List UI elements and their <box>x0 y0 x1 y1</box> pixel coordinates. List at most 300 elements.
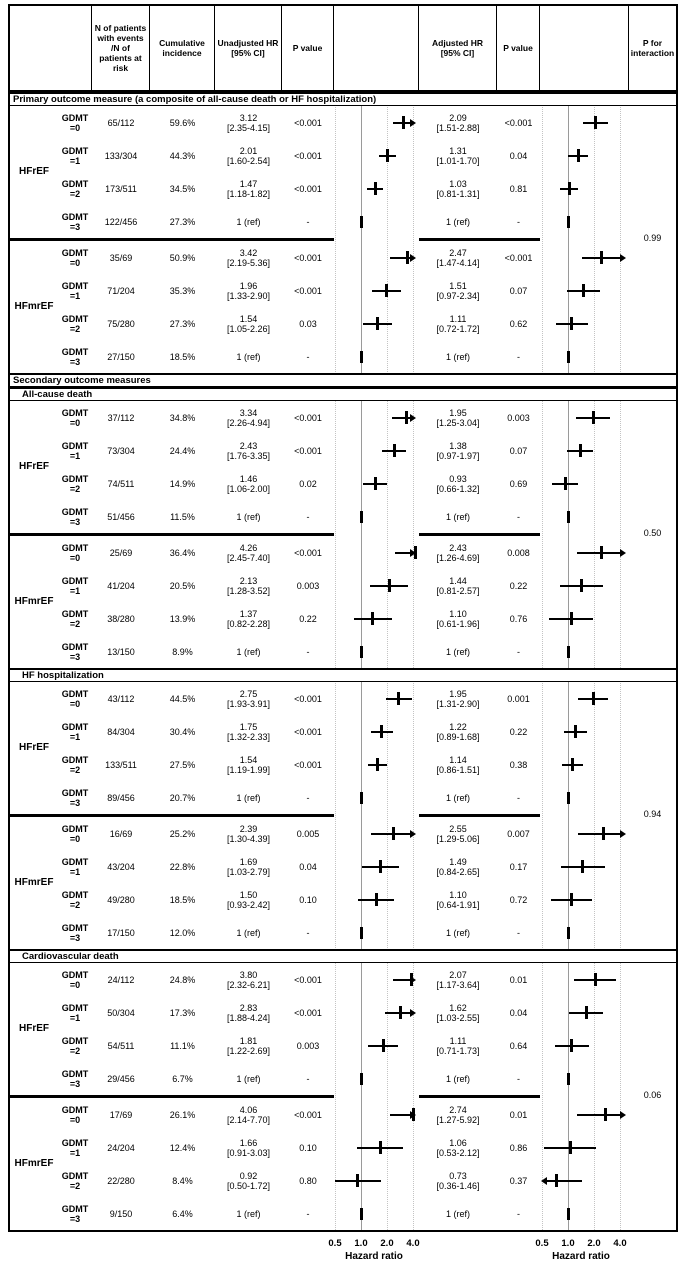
hr-value: 2.74 <box>449 1104 467 1115</box>
section-band <box>10 373 676 387</box>
n-events-cell: 51/456 <box>107 511 135 522</box>
adjusted-forest-cell <box>540 1098 629 1131</box>
unadjusted-hr-cell <box>215 1131 282 1164</box>
adjusted-hr-cell <box>419 1062 497 1095</box>
n-events-cell: 65/112 <box>107 117 135 128</box>
unadjusted-p-cell: 0.80 <box>299 1175 317 1186</box>
hr-point-marker <box>379 1141 382 1154</box>
unadjusted-p-cell: <0.001 <box>294 117 322 128</box>
n-events-cell: 173/511 <box>105 183 137 194</box>
n-events-cell: 50/304 <box>107 1007 135 1018</box>
hr-ci: [0.81-2.57] <box>436 585 480 596</box>
gdmt-score-label <box>58 996 92 1029</box>
gdmt-score-label <box>58 467 92 500</box>
hr-point-marker <box>371 612 374 625</box>
adjusted-p-cell: <0.001 <box>504 252 533 263</box>
adjusted-p-cell: 0.007 <box>507 828 530 839</box>
hr-ci: [2.26-4.94] <box>226 417 271 428</box>
ci-arrow-right <box>410 254 416 262</box>
unadjusted-forest-cell <box>334 963 419 996</box>
adjusted-forest-cell <box>540 1197 629 1230</box>
gdmt-value: =1 <box>69 585 81 596</box>
section-band <box>10 949 676 963</box>
hr-ci: [0.81-1.31] <box>436 188 480 199</box>
hr-ci: [0.84-2.65] <box>436 866 480 877</box>
cumulative-incidence-cell: 27.5% <box>169 759 196 770</box>
hr-point-marker <box>600 251 603 264</box>
gdmt-score-label <box>58 205 92 238</box>
adjusted-hr-cell <box>419 1197 497 1230</box>
section-band <box>10 668 676 682</box>
gdmt-score-label <box>58 536 92 569</box>
unadjusted-hr-cell <box>215 434 282 467</box>
hr-point-marker <box>592 692 595 705</box>
hr-ci: [0.71-1.73] <box>436 1045 480 1056</box>
adjusted-hr-cell <box>419 635 497 668</box>
adjusted-p-cell: 0.76 <box>509 613 528 624</box>
reference-marker <box>567 792 570 804</box>
gdmt-value: =0 <box>69 122 81 133</box>
cumulative-incidence-cell: 27.3% <box>169 318 196 329</box>
adjusted-p-cell: - <box>517 646 520 657</box>
adjusted-p-cell: 0.17 <box>509 861 528 872</box>
reference-marker <box>360 216 363 228</box>
reference-marker <box>567 1073 570 1085</box>
hr-ci: [0.93-2.42] <box>226 899 271 910</box>
adjusted-forest-cell <box>540 1164 629 1197</box>
gdmt-score-label <box>58 850 92 883</box>
hr-ci: [0.66-1.32] <box>436 483 480 494</box>
gdmt-word: GDMT <box>61 1104 89 1115</box>
n-events-cell: 24/204 <box>107 1142 135 1153</box>
ci-line <box>385 1012 410 1014</box>
unadjusted-p-cell: <0.001 <box>294 693 322 704</box>
hr-value: 1.75 <box>239 721 258 732</box>
hr-ci: [2.32-6.21] <box>226 979 271 990</box>
cumulative-incidence-cell: 59.6% <box>169 117 196 128</box>
gdmt-score-label <box>58 817 92 850</box>
adjusted-forest-cell <box>540 883 629 916</box>
unadjusted-p-cell: <0.001 <box>294 412 322 423</box>
adjusted-forest-cell <box>540 569 629 602</box>
adjusted-forest-cell <box>540 916 629 949</box>
adjusted-hr-cell <box>419 569 497 602</box>
adjusted-p-cell: 0.62 <box>509 318 528 329</box>
gdmt-value: =0 <box>69 552 81 563</box>
n-events-cell: 49/280 <box>107 894 135 905</box>
adjusted-hr-cell <box>419 307 497 340</box>
n-events-cell: 27/150 <box>107 351 135 362</box>
gdmt-word: GDMT <box>61 688 89 699</box>
n-events-cell: 17/150 <box>107 927 135 938</box>
unadjusted-hr-cell <box>215 307 282 340</box>
reference-marker <box>567 927 570 939</box>
hr-point-marker <box>604 1108 607 1121</box>
hr-ci: [1.30-4.39] <box>226 833 271 844</box>
hr-value: 1.03 <box>449 178 467 189</box>
gdmt-score-label <box>58 1098 92 1131</box>
hr-value: 3.34 <box>239 407 258 418</box>
hr-ci: [1.93-3.91] <box>226 698 271 709</box>
cumulative-incidence-cell: 50.9% <box>169 252 196 263</box>
adjusted-p-cell: 0.22 <box>509 580 528 591</box>
hr-ci: [0.97-1.97] <box>436 450 480 461</box>
unadjusted-hr-cell <box>215 996 282 1029</box>
gdmt-value: =0 <box>69 979 81 990</box>
hr-value: 2.09 <box>449 112 467 123</box>
gdmt-word: GDMT <box>61 473 89 484</box>
adjusted-forest-cell <box>540 340 629 373</box>
hr-value: 2.47 <box>449 247 467 258</box>
gdmt-value: =2 <box>69 1180 81 1191</box>
hr-point-marker <box>568 182 571 195</box>
hr-ci: [1.32-2.33] <box>226 731 271 742</box>
unadjusted-p-cell: - <box>306 1208 310 1219</box>
unadjusted-p-cell: <0.001 <box>294 252 322 263</box>
axis-title-adjusted: Hazard ratio <box>552 1251 610 1262</box>
gdmt-word: GDMT <box>61 440 89 451</box>
unadjusted-forest-cell <box>334 172 419 205</box>
unadjusted-hr-cell <box>215 602 282 635</box>
unadjusted-forest-cell <box>334 1029 419 1062</box>
adjusted-hr-cell <box>419 715 497 748</box>
section-band-label: Primary outcome measure (a composite of all-cause death or HF hospitalization) <box>13 94 377 105</box>
gdmt-score-label <box>58 1029 92 1062</box>
unadjusted-p-cell: - <box>306 646 310 657</box>
n-events-cell: 29/456 <box>107 1073 135 1084</box>
n-events-cell: 89/456 <box>107 792 135 803</box>
hr-value: 1.22 <box>449 721 467 732</box>
unadjusted-hr-cell <box>215 1098 282 1131</box>
unadjusted-p-cell: 0.03 <box>299 318 317 329</box>
forest-plot-table <box>8 4 678 1232</box>
adjusted-p-cell: 0.04 <box>509 150 528 161</box>
unadjusted-hr-cell <box>215 340 282 373</box>
hr-value: 4.26 <box>239 542 258 553</box>
hr-point-marker <box>386 149 389 162</box>
ci-arrow-left <box>541 1177 547 1185</box>
cumulative-incidence-cell: 30.4% <box>169 726 196 737</box>
hr-value: 4.06 <box>239 1104 258 1115</box>
adjusted-hr-cell <box>419 781 497 814</box>
header-cumulative-incidence: Cumulative incidence <box>150 6 215 90</box>
gdmt-value: =2 <box>69 323 81 334</box>
axis-tick: 4.0 <box>406 1238 420 1249</box>
adjusted-forest-cell <box>540 106 629 139</box>
adjusted-hr-cell <box>419 817 497 850</box>
gdmt-value: =3 <box>69 356 81 367</box>
hr-point-marker <box>602 827 605 840</box>
hr-value: 1 (ref) <box>236 1208 261 1219</box>
unadjusted-forest-cell <box>334 241 419 274</box>
gdmt-value: =1 <box>69 866 81 877</box>
hr-value: 1.11 <box>449 313 467 324</box>
hr-value: 1.44 <box>449 575 467 586</box>
unadjusted-forest-cell <box>334 569 419 602</box>
n-events-cell: 17/69 <box>109 1109 133 1120</box>
ef-group-label: HFrEF <box>19 1023 49 1034</box>
cumulative-incidence-cell: 20.5% <box>169 580 196 591</box>
gdmt-score-label <box>58 883 92 916</box>
adjusted-hr-cell <box>419 850 497 883</box>
hr-value: 0.93 <box>449 473 467 484</box>
adjusted-forest-cell <box>540 996 629 1029</box>
gdmt-value: =0 <box>69 417 81 428</box>
gdmt-value: =1 <box>69 155 81 166</box>
axis-tick: 1.0 <box>354 1238 368 1249</box>
reference-marker <box>567 511 570 523</box>
gdmt-score-label <box>58 434 92 467</box>
hr-ci: [0.53-2.12] <box>436 1147 480 1158</box>
ef-group-block <box>10 817 676 949</box>
adjusted-forest-cell <box>540 434 629 467</box>
unadjusted-forest-cell <box>334 817 419 850</box>
hr-point-marker <box>402 116 405 129</box>
ci-line <box>371 833 410 835</box>
hr-value: 2.01 <box>239 145 258 156</box>
cumulative-incidence-cell: 8.9% <box>172 646 193 657</box>
gdmt-word: GDMT <box>61 313 89 324</box>
adjusted-hr-cell <box>419 536 497 569</box>
gdmt-word: GDMT <box>61 247 89 258</box>
hr-value: 1 (ref) <box>236 511 261 522</box>
hr-value: 1 (ref) <box>236 646 261 657</box>
gdmt-score-label <box>58 748 92 781</box>
reference-marker <box>360 1208 363 1220</box>
n-events-cell: 74/511 <box>107 478 135 489</box>
adjusted-hr-cell <box>419 274 497 307</box>
hr-ci: [2.19-5.36] <box>226 257 271 268</box>
hr-value: 0.92 <box>239 1170 258 1181</box>
hr-ci: [1.51-2.88] <box>436 122 480 133</box>
axis-tick: 2.0 <box>587 1238 601 1249</box>
unadjusted-p-cell: <0.001 <box>294 547 322 558</box>
hr-value: 1.69 <box>239 856 258 867</box>
hr-point-marker <box>374 182 377 195</box>
unadjusted-forest-cell <box>334 850 419 883</box>
unadjusted-forest-cell <box>334 602 419 635</box>
adjusted-p-cell: 0.37 <box>509 1175 528 1186</box>
adjusted-hr-cell <box>419 172 497 205</box>
gdmt-word: GDMT <box>61 608 89 619</box>
reference-marker <box>360 511 363 523</box>
hr-ci: [0.97-2.34] <box>436 290 480 301</box>
hr-value: 1 (ref) <box>236 216 261 227</box>
reference-marker <box>360 646 363 658</box>
hr-ci: [1.06-2.00] <box>226 483 271 494</box>
hr-point-marker <box>579 444 582 457</box>
gdmt-value: =3 <box>69 1078 81 1089</box>
cumulative-incidence-cell: 27.3% <box>169 216 196 227</box>
unadjusted-hr-cell <box>215 1197 282 1230</box>
hr-value: 1.95 <box>449 407 467 418</box>
hazard-ratio-axes <box>0 1238 685 1282</box>
n-events-cell: 122/456 <box>104 216 138 227</box>
gdmt-score-label <box>58 307 92 340</box>
gdmt-word: GDMT <box>61 641 89 652</box>
adjusted-hr-cell <box>419 1164 497 1197</box>
n-events-cell: 22/280 <box>107 1175 135 1186</box>
unadjusted-p-cell: 0.02 <box>299 478 317 489</box>
gdmt-word: GDMT <box>61 1068 89 1079</box>
adjusted-p-cell: - <box>517 351 520 362</box>
n-events-cell: 41/204 <box>107 580 135 591</box>
hr-value: 1.47 <box>239 178 258 189</box>
unadjusted-forest-cell <box>334 1131 419 1164</box>
gdmt-word: GDMT <box>61 787 89 798</box>
hr-value: 1.50 <box>239 889 258 900</box>
unadjusted-p-cell: <0.001 <box>294 1109 322 1120</box>
hr-ci: [0.72-1.72] <box>436 323 480 334</box>
hr-ci: [1.18-1.82] <box>226 188 271 199</box>
cumulative-incidence-cell: 6.7% <box>172 1073 193 1084</box>
hr-value: 3.80 <box>239 969 258 980</box>
adjusted-hr-cell <box>419 500 497 533</box>
gdmt-score-label <box>58 963 92 996</box>
gdmt-value: =1 <box>69 731 81 742</box>
adjusted-forest-cell <box>540 602 629 635</box>
axis-title-unadjusted: Hazard ratio <box>345 1251 403 1262</box>
adjusted-hr-cell <box>419 682 497 715</box>
gdmt-word: GDMT <box>61 1137 89 1148</box>
unadjusted-p-cell: 0.04 <box>299 861 317 872</box>
hr-point-marker <box>356 1174 359 1187</box>
gdmt-word: GDMT <box>61 922 89 933</box>
adjusted-p-cell: 0.01 <box>509 1109 528 1120</box>
hr-ci: [1.19-1.99] <box>226 764 271 775</box>
ef-group-block <box>10 536 676 668</box>
hr-value: 1.54 <box>239 313 258 324</box>
cumulative-incidence-cell: 12.4% <box>169 1142 196 1153</box>
adjusted-p-cell: 0.003 <box>507 412 530 423</box>
section-band-label: Cardiovascular death <box>22 951 119 962</box>
header-unadjusted-plot <box>334 6 419 90</box>
gdmt-value: =2 <box>69 483 81 494</box>
section-band-label: HF hospitalization <box>22 670 104 681</box>
adjusted-p-cell: 0.001 <box>507 693 530 704</box>
hr-ci: [1.88-4.24] <box>226 1012 271 1023</box>
cumulative-incidence-cell: 22.8% <box>169 861 196 872</box>
unadjusted-hr-cell <box>215 1029 282 1062</box>
adjusted-forest-cell <box>540 172 629 205</box>
cumulative-incidence-cell: 34.8% <box>169 412 196 423</box>
hr-value: 1.06 <box>449 1137 467 1148</box>
ci-line <box>578 833 620 835</box>
header-unadjusted-p: P value <box>282 6 334 90</box>
unadjusted-hr-cell <box>215 1062 282 1095</box>
header-adjusted-hr: Adjusted HR [95% CI] <box>419 6 497 90</box>
ci-line <box>577 1114 620 1116</box>
ef-group-label: HFrEF <box>19 742 49 753</box>
hr-value: 2.83 <box>239 1002 258 1013</box>
ci-arrow-right <box>620 830 626 838</box>
unadjusted-hr-cell <box>215 172 282 205</box>
axis-tick: 1.0 <box>561 1238 575 1249</box>
axis-tick: 0.5 <box>535 1238 549 1249</box>
adjusted-forest-cell <box>540 536 629 569</box>
axis-tick: 2.0 <box>380 1238 394 1249</box>
hr-point-marker <box>571 758 574 771</box>
adjusted-p-cell: 0.81 <box>509 183 528 194</box>
gdmt-score-label <box>58 682 92 715</box>
unadjusted-p-cell: - <box>306 1073 310 1084</box>
cumulative-incidence-cell: 13.9% <box>169 613 196 624</box>
hr-value: 1 (ref) <box>445 351 470 362</box>
ef-group-block <box>10 241 676 373</box>
gdmt-word: GDMT <box>61 1170 89 1181</box>
adjusted-hr-cell <box>419 916 497 949</box>
unadjusted-forest-cell <box>334 883 419 916</box>
gdmt-value: =3 <box>69 516 81 527</box>
unadjusted-forest-cell <box>334 1164 419 1197</box>
hr-point-marker <box>570 317 573 330</box>
unadjusted-forest-cell <box>334 205 419 238</box>
unadjusted-p-cell: - <box>306 792 310 803</box>
adjusted-p-cell: 0.86 <box>509 1142 528 1153</box>
hr-ci: [1.26-4.69] <box>436 552 480 563</box>
gdmt-word: GDMT <box>61 969 89 980</box>
adjusted-hr-cell <box>419 748 497 781</box>
cumulative-incidence-cell: 24.4% <box>169 445 196 456</box>
adjusted-forest-cell <box>540 1062 629 1095</box>
adjusted-forest-cell <box>540 205 629 238</box>
ci-arrow-right <box>410 976 416 984</box>
unadjusted-forest-cell <box>334 340 419 373</box>
hr-ci: [1.47-4.14] <box>436 257 480 268</box>
adjusted-p-cell: - <box>517 216 520 227</box>
ci-line <box>393 979 410 981</box>
adjusted-forest-cell <box>540 307 629 340</box>
adjusted-forest-cell <box>540 274 629 307</box>
hr-point-marker <box>600 546 603 559</box>
hr-point-marker <box>388 579 391 592</box>
gdmt-value: =3 <box>69 932 81 943</box>
header-n-patients: N of patients with events /N of patients at risk <box>92 6 150 90</box>
hr-point-marker <box>570 1039 573 1052</box>
hr-value: 1.81 <box>239 1035 258 1046</box>
hr-ci: [1.22-2.69] <box>226 1045 271 1056</box>
hr-point-marker <box>374 477 377 490</box>
hr-value: 2.39 <box>239 823 258 834</box>
hr-ci: [1.25-3.04] <box>436 417 480 428</box>
hr-ci: [0.64-1.91] <box>436 899 480 910</box>
gdmt-value: =1 <box>69 450 81 461</box>
unadjusted-p-cell: - <box>306 927 310 938</box>
ef-group-label: HFmrEF <box>14 877 54 888</box>
unadjusted-p-cell: 0.22 <box>299 613 317 624</box>
hr-ci: [0.36-1.46] <box>436 1180 480 1191</box>
gdmt-score-label <box>58 635 92 668</box>
gdmt-word: GDMT <box>61 145 89 156</box>
unadjusted-hr-cell <box>215 883 282 916</box>
unadjusted-hr-cell <box>215 715 282 748</box>
n-events-cell: 54/511 <box>107 1040 135 1051</box>
adjusted-p-cell: <0.001 <box>504 117 533 128</box>
unadjusted-forest-cell <box>334 748 419 781</box>
hr-value: 1.10 <box>449 608 467 619</box>
hr-value: 1.95 <box>449 688 467 699</box>
hr-point-marker <box>406 251 409 264</box>
hr-ci: [0.82-2.28] <box>226 618 271 629</box>
reference-marker <box>567 216 570 228</box>
hr-ci: [0.86-1.51] <box>436 764 480 775</box>
hr-point-marker <box>385 284 388 297</box>
hr-point-marker <box>585 1006 588 1019</box>
hr-value: 1.66 <box>239 1137 258 1148</box>
gdmt-score-label <box>58 340 92 373</box>
gdmt-score-label <box>58 916 92 949</box>
adjusted-p-cell: 0.72 <box>509 894 528 905</box>
